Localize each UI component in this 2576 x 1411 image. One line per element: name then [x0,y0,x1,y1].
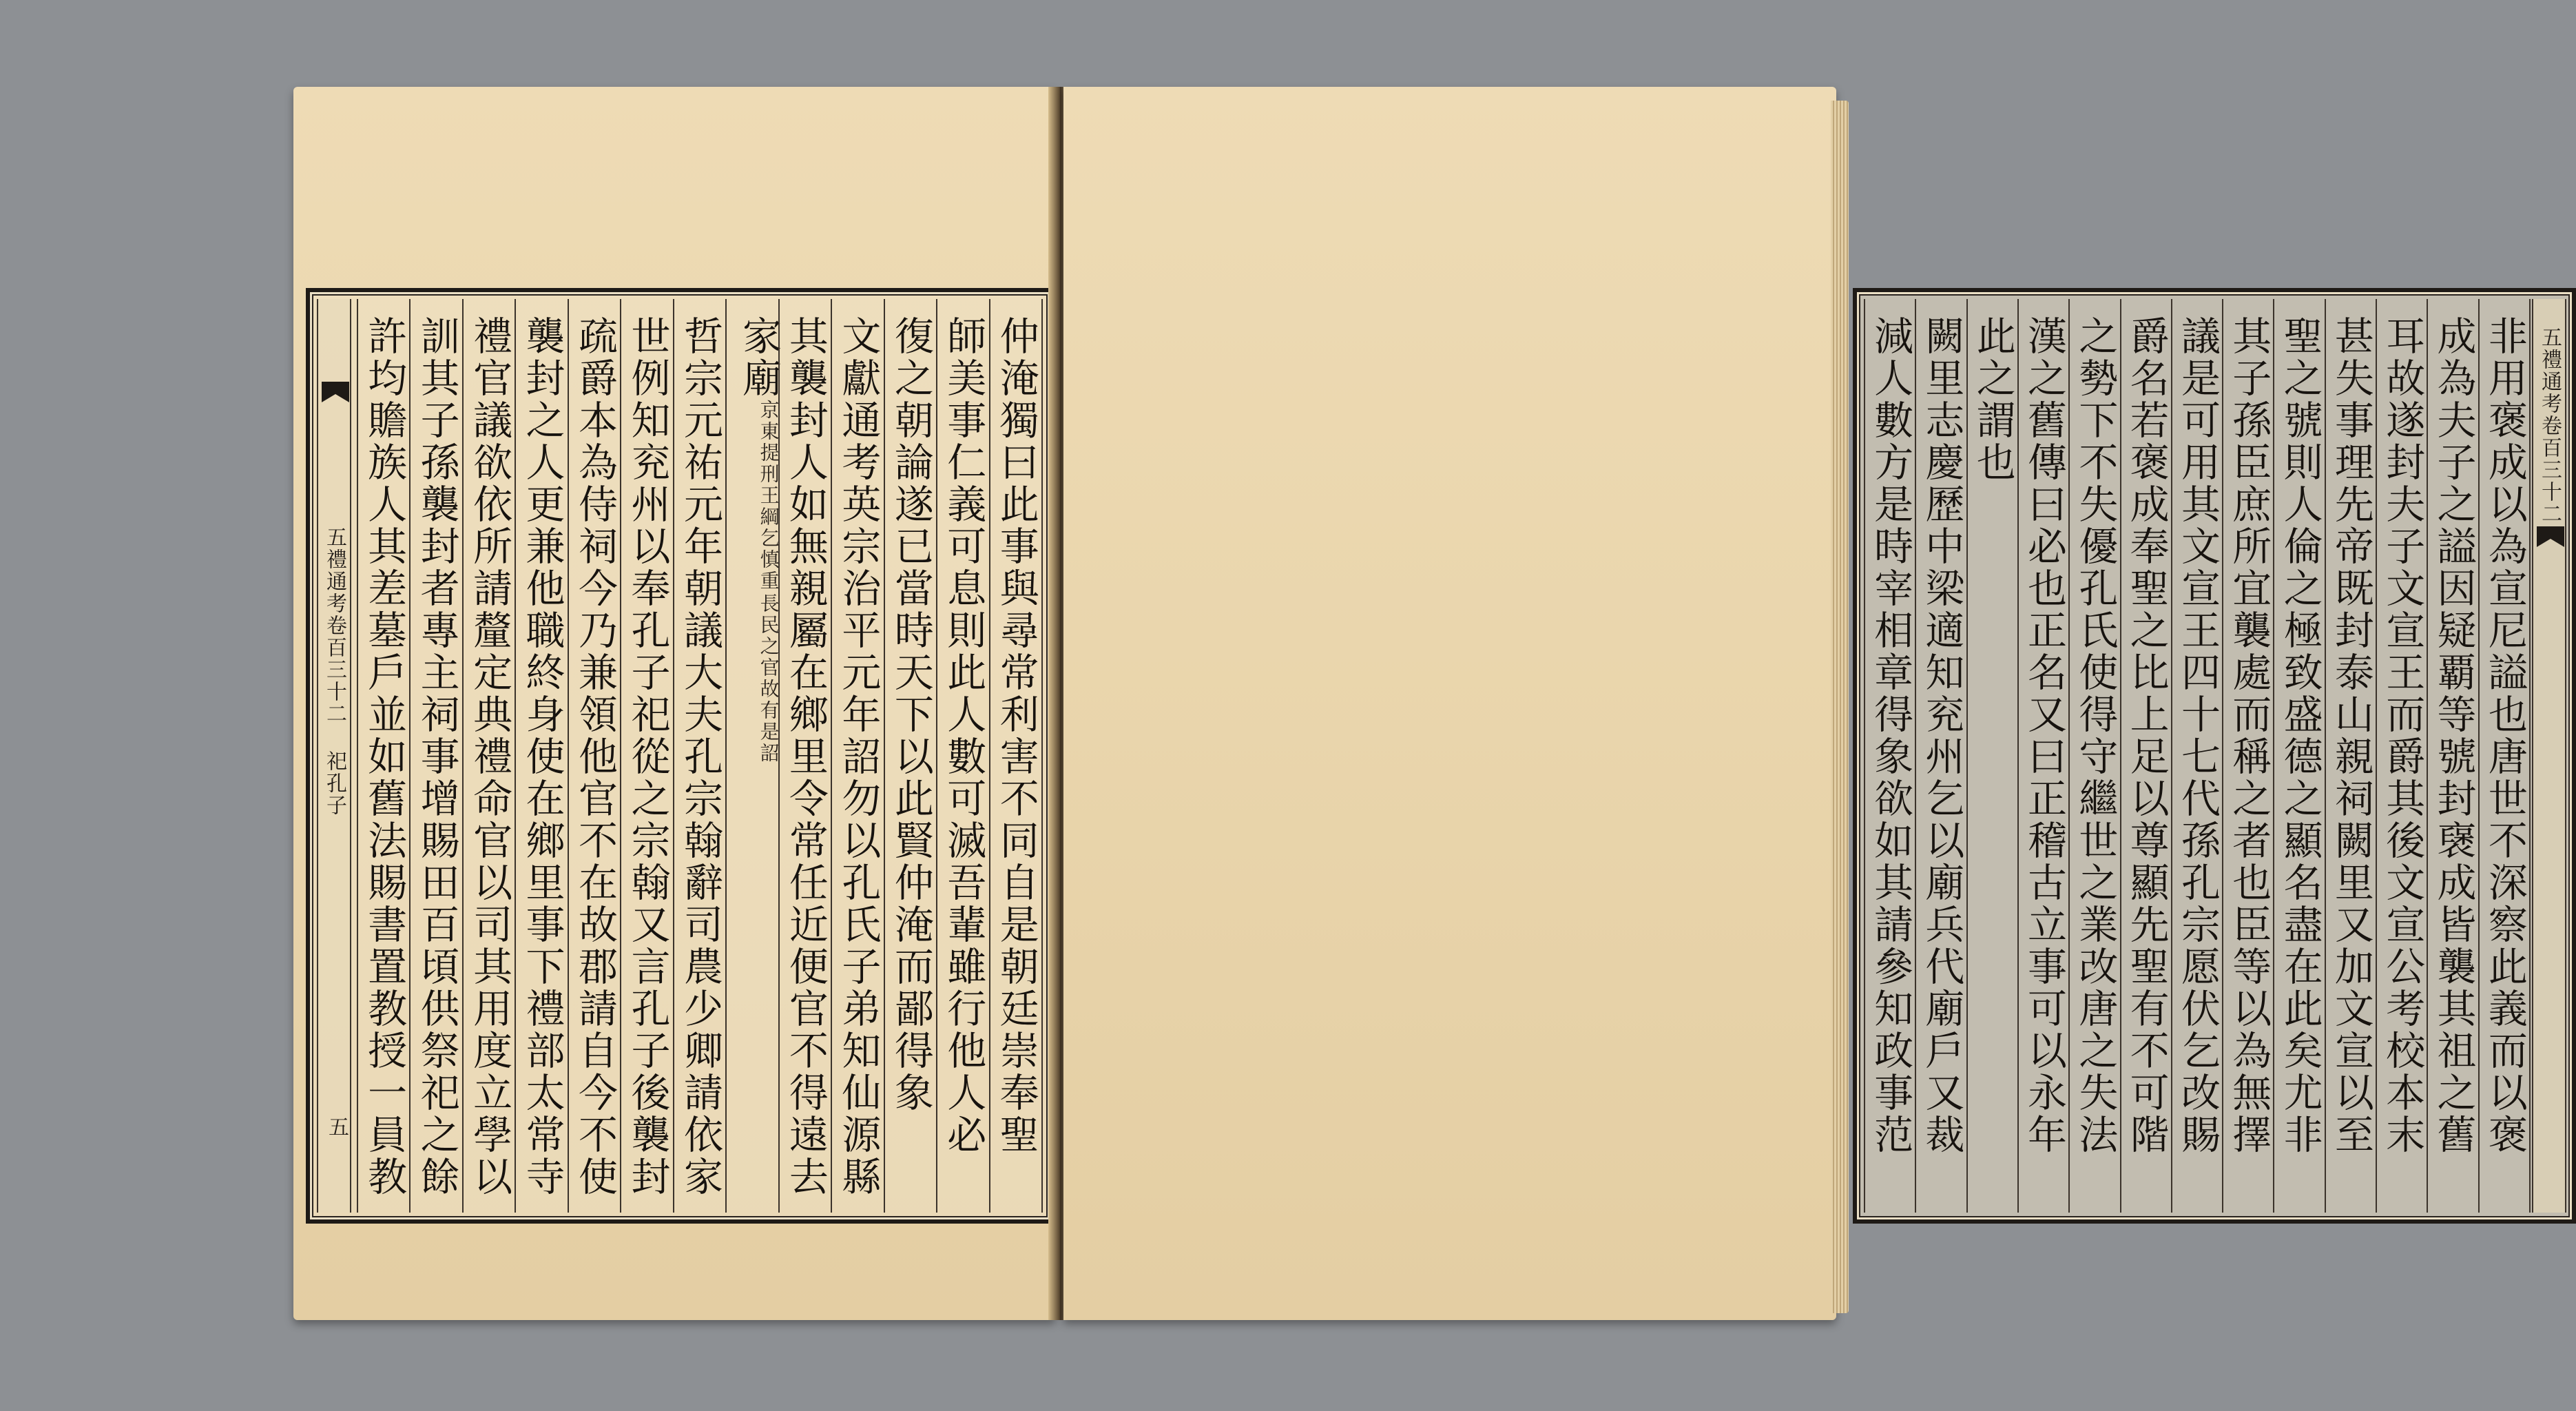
text-column: 許均贍族人其差墓戶並如舊法賜書置教授一員教 [357,299,409,1213]
text-column: 世例知兖州以奉孔子祀從之宗翰又言孔子後襲封 [620,299,672,1213]
text-column: 漢之舊傳曰必也正名又曰正稽古立事可以永年 [2017,299,2068,1213]
text-column: 減人數方是時宰相章得象欲如其請參知政事范 [1864,299,1915,1213]
text-column: 復之朝論遂已當時天下以此賢仲淹而鄙得象 [884,299,936,1213]
left-banxin [317,299,351,1213]
text-column: 議是可用其文宣王四十七代孫孔宗愿伏乞改賜 [2171,299,2222,1213]
text-column: 爵名若褒成奉聖之比上足以尊顯先聖有不可階 [2120,299,2171,1213]
text-column-with-note [725,299,782,1213]
right-banxin [2532,299,2566,1213]
right-page [1063,87,2562,1320]
left-page [293,87,1055,1320]
banxin-label: 五禮通考卷百三十二 祀孔子 [322,526,346,816]
note-line-right: 京東提刑王綱乞慎重 [757,400,780,592]
text-column: 仲淹獨曰此事與尋常利害不同自是朝廷崇奉聖 [989,299,1043,1213]
interlinear-note [727,400,778,764]
column-main-text: 家廟 [736,316,782,400]
text-column: 禮官議欲依所請釐定典禮命官以司其用度立學以 [462,299,515,1213]
text-column: 文獻通考英宗治平元年詔勿以孔氏子弟知仙源縣 [831,299,883,1213]
text-column: 非用褒成以為宣尼謚也唐世不深察此義而以褒 [2478,299,2531,1213]
text-column: 聖之號則人倫之極致盛德之顯名盡在此矣尤非 [2273,299,2324,1213]
fish-tail-ornament [2537,526,2564,547]
text-column: 闕里志慶歷中梁適知兖州乞以廟兵代廟戶又裁 [1915,299,1966,1213]
text-column: 甚失事理先帝既封泰山親祠闕里又加文宣以至 [2325,299,2376,1213]
banxin-label: 五禮通考卷百三十二 [2537,327,2562,525]
open-book [293,87,2562,1331]
right-columns [1864,299,2531,1213]
left-text-frame [306,288,1054,1224]
page-edges [1831,101,1849,1313]
text-column: 此之謂也 [1966,299,2017,1213]
text-column: 耳故遂封夫子文宣王而爵其後文宣公考校本末 [2376,299,2427,1213]
text-column: 其子孫臣庶所宜襲處而稱之者也臣等以為無擇 [2222,299,2273,1213]
left-columns [357,299,1043,1213]
note-line-left: 長民之官故有是詔 [757,593,780,764]
text-column: 成為夫子之謚因疑覇等號封襃成皆襲其祖之舊 [2427,299,2478,1213]
text-column: 其襲封人如無親屬在鄉里令常任近便官不得遠去 [778,299,831,1213]
text-column: 師美事仁義可息則此人數可滅吾輩雖行他人必 [936,299,988,1213]
fish-tail-ornament [322,382,349,402]
text-column: 襲封之人更兼他職終身使在鄉里事下禮部太常寺 [515,299,567,1213]
text-column: 之勢下不失優孔氏使得守繼世之業改唐之失法 [2068,299,2119,1213]
text-column: 疏爵本為侍祠今乃兼領他官不在故郡請自今不使 [568,299,620,1213]
page-number: 五 [324,1116,349,1137]
text-column: 訓其子孫襲封者專主祠事增賜田百頃供祭祀之餘 [409,299,461,1213]
text-column: 哲宗元祐元年朝議大夫孔宗翰辭司農少卿請依家 [673,299,725,1213]
right-text-frame [1853,288,2576,1224]
